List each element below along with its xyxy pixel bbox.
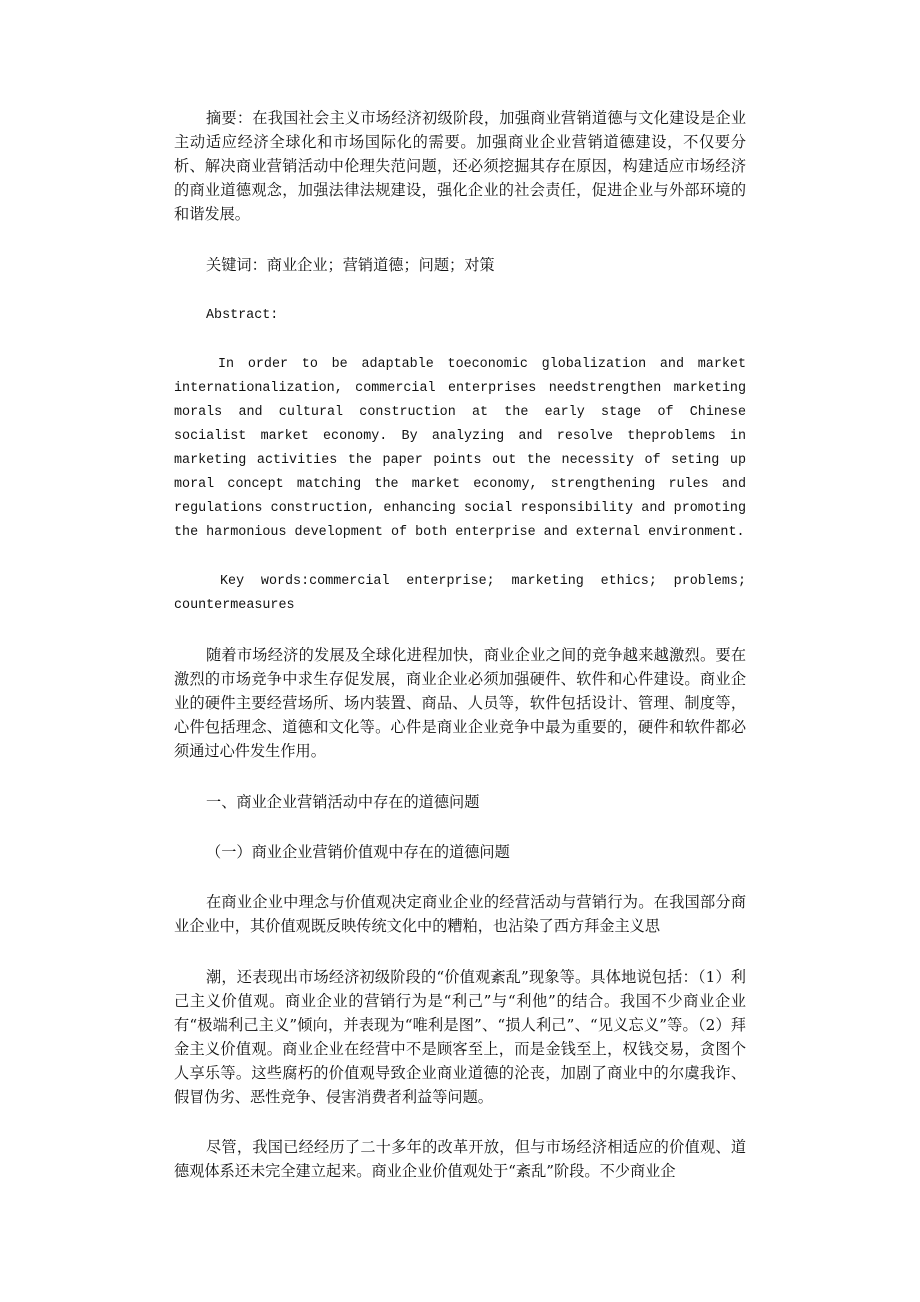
intro-paragraph: 随着市场经济的发展及全球化进程加快，商业企业之间的竞争越来越激烈。要在激烈的市场竞争中求生存促发展，商业企业必须加强硬件、软件和心件建设。商业企业的硬件主要经营场所、场内装置、商品、人员等，软件包括设计、管理、制度等，心件包括理念、道德和文化等。心件是商业企业竞争中最为重要的，硬件和软件都必须通过心件发生作用。 xyxy=(174,646,746,760)
section-heading: 一、商业企业营销活动中存在的道德问题 xyxy=(206,793,480,811)
body-paragraph: 潮，还表现出市场经济初级阶段的“价值观紊乱”现象等。具体地说包括：（1）利己主义价值观。商业企业的营销行为是“利己”与“利他”的结合。我国不少商业企业有“极端利己主义”倾向，并表现为“唯利是图”、“损人利己”、“见义忘义”等。（2）拜金主义价值观。商业企业在经营中不是顾客至上，而是金钱至上，权钱交易，贪图个人享乐等。这些腐朽的价值观导致企业商业道德的沦丧，加剧了商业中的尔虞我诈、假冒伪劣、恶性竞争、侵害消费者利益等问题。 xyxy=(174,968,746,1106)
english-keywords: Key words:commercial enterprise; marketing ethics; problems; countermeasures xyxy=(174,574,746,613)
chinese-keywords: 关键词：商业企业；营销道德；问题；对策 xyxy=(206,256,495,274)
body-paragraph: 尽管，我国已经经历了二十多年的改革开放，但与市场经济相适应的价值观、道德观体系还未完全建立起来。商业企业价值观处于“紊乱”阶段。不少商业企 xyxy=(174,1138,746,1180)
english-abstract: In order to be adaptable toeconomic globalization and market internationalization, commercial enterprises needstrengthen marketing morals and cultural construction at the early stage of Chinese socialist market economy. By analyzing and resolve theproblems in marketing activities the paper points out the necessity of seting up moral concept matching the market economy, strengthening rules and regulations construction, enhancing social responsibility and promoting the harmonious development of both enterprise and external environment. xyxy=(174,357,746,540)
body-paragraph: 在商业企业中理念与价值观决定商业企业的经营活动与营销行为。在我国部分商业企业中，其价值观既反映传统文化中的糟粕，也沾染了西方拜金主义思 xyxy=(174,893,746,935)
document-page xyxy=(174,106,746,1183)
english-abstract-heading: Abstract: xyxy=(206,308,279,323)
chinese-abstract: 摘要：在我国社会主义市场经济初级阶段，加强商业营销道德与文化建设是企业主动适应经济全球化和市场国际化的需要。加强商业企业营销道德建设，不仅要分析、解决商业营销活动中伦理失范问题，还必须挖掘其存在原因，构建适应市场经济的商业道德观念，加强法律法规建设，强化企业的社会责任，促进企业与外部环境的和谐发展。 xyxy=(174,109,746,223)
subsection-heading: （一）商业企业营销价值观中存在的道德问题 xyxy=(206,843,510,861)
